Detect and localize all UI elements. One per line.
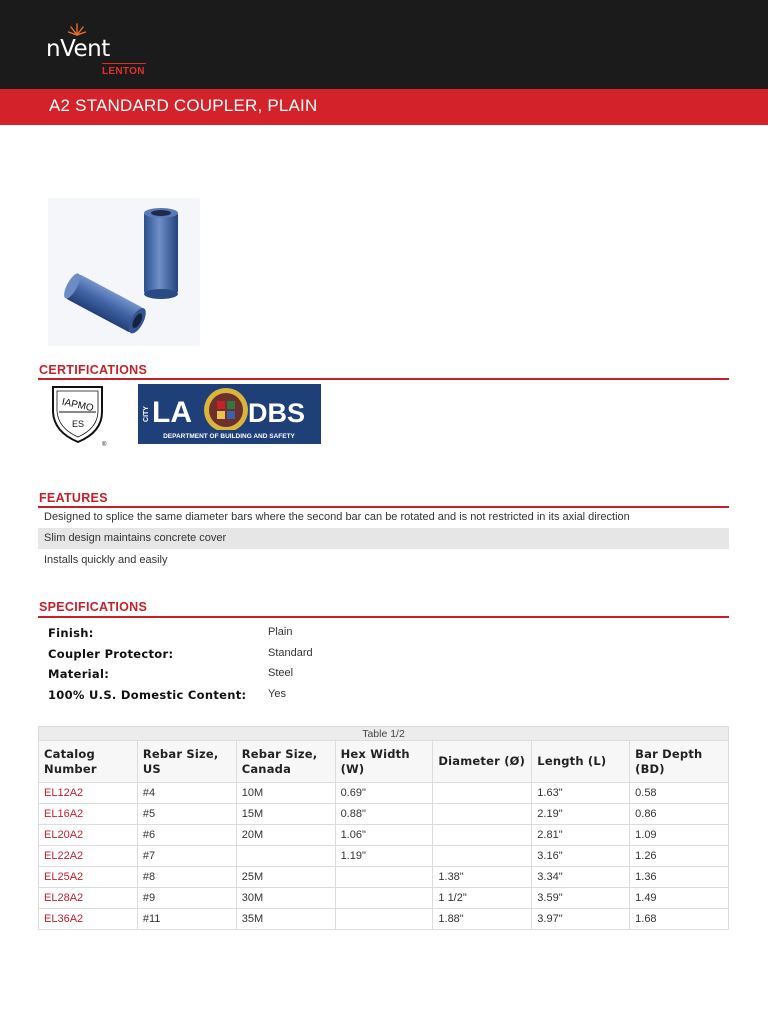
table-cell: 2.81" — [532, 825, 630, 846]
table-cell: 10M — [236, 783, 335, 804]
table-cell: 35M — [236, 909, 335, 930]
table-cell: 1.06" — [335, 825, 433, 846]
svg-text:DBS: DBS — [248, 398, 306, 428]
table-cell: 3.34" — [532, 867, 630, 888]
table-cell: 0.86 — [630, 804, 729, 825]
title-bar — [0, 89, 768, 125]
feature-text: Designed to splice the same diameter bars where the second bar can be rotated and is not restricted in its axial direction — [44, 511, 630, 523]
catalog-number-link[interactable]: EL28A2 — [39, 888, 138, 909]
catalog-number-link[interactable]: EL25A2 — [39, 867, 138, 888]
svg-text:®: ® — [102, 442, 107, 448]
table-cell: 15M — [236, 804, 335, 825]
table-cell: 1.63" — [532, 783, 630, 804]
table-cell: 1.36 — [630, 867, 729, 888]
table-cell: #6 — [137, 825, 236, 846]
table-cell: 0.58 — [630, 783, 729, 804]
table-cell: 2.19" — [532, 804, 630, 825]
sub-brand: LENTON — [102, 66, 145, 77]
catalog-number-link[interactable]: EL20A2 — [39, 825, 138, 846]
catalog-number-link[interactable]: EL22A2 — [39, 846, 138, 867]
table-row — [39, 804, 729, 825]
feature-item — [38, 550, 729, 571]
catalog-number-link[interactable]: EL16A2 — [39, 804, 138, 825]
column-header: Catalog Number — [39, 741, 138, 783]
table-cell — [335, 867, 433, 888]
table-row — [39, 825, 729, 846]
column-header: Hex Width (W) — [335, 741, 433, 783]
table-cell: 3.97" — [532, 909, 630, 930]
table-cell — [433, 804, 532, 825]
header-bar — [0, 0, 768, 89]
table-cell — [236, 846, 335, 867]
specifications-heading: SPECIFICATIONS — [39, 600, 148, 614]
spec-label: 100% U.S. Domestic Content: — [48, 688, 247, 702]
feature-text: Installs quickly and easily — [44, 554, 168, 566]
table-cell: 1.09 — [630, 825, 729, 846]
sunburst-icon — [68, 22, 86, 36]
svg-text:IAPMO: IAPMO — [60, 396, 95, 415]
specifications-rule — [38, 616, 729, 618]
nvent-logo[interactable] — [46, 22, 156, 78]
feature-item — [38, 528, 729, 549]
table-cell: 0.69" — [335, 783, 433, 804]
table-row — [39, 783, 729, 804]
ladbs-logo — [138, 384, 321, 444]
table-cell — [433, 846, 532, 867]
table-cell: 30M — [236, 888, 335, 909]
table-cell: 0.88" — [335, 804, 433, 825]
table-cell — [433, 783, 532, 804]
column-header: Bar Depth (BD) — [630, 741, 729, 783]
features-heading: FEATURES — [39, 491, 108, 505]
table-cell: 1 1/2" — [433, 888, 532, 909]
table-cell: 1.26 — [630, 846, 729, 867]
product-table — [38, 726, 729, 930]
table-row — [39, 846, 729, 867]
table-cell — [335, 909, 433, 930]
product-image — [48, 198, 200, 346]
column-header: Rebar Size, US — [137, 741, 236, 783]
spec-value: Plain — [268, 626, 293, 638]
table-cell: #5 — [137, 804, 236, 825]
page-title: A2 STANDARD COUPLER, PLAIN — [49, 96, 318, 115]
logo-divider — [102, 63, 146, 64]
table-cell — [433, 825, 532, 846]
certifications-rule — [38, 378, 729, 380]
column-header: Rebar Size, Canada — [236, 741, 335, 783]
spec-label: Material: — [48, 667, 110, 681]
table-cell: 1.88" — [433, 909, 532, 930]
svg-text:ES: ES — [71, 419, 85, 429]
table-cell: 1.38" — [433, 867, 532, 888]
certifications-heading: CERTIFICATIONS — [39, 363, 148, 377]
table-cell: 3.59" — [532, 888, 630, 909]
table-cell — [335, 888, 433, 909]
spec-value: Standard — [268, 647, 313, 659]
spec-label: Coupler Protector: — [48, 647, 174, 661]
table-caption: Table 1/2 — [39, 727, 729, 741]
feature-text: Slim design maintains concrete cover — [44, 532, 227, 544]
spec-label: Finish: — [48, 626, 94, 640]
svg-text:LA: LA — [152, 396, 192, 429]
table-cell: 25M — [236, 867, 335, 888]
table-row — [39, 909, 729, 930]
table-cell: #11 — [137, 909, 236, 930]
spec-value: Steel — [268, 667, 294, 679]
table-cell: 20M — [236, 825, 335, 846]
table-header-row — [39, 741, 729, 783]
table-cell: #9 — [137, 888, 236, 909]
svg-text:CITY: CITY — [143, 406, 150, 422]
table-row — [39, 888, 729, 909]
table-cell: #4 — [137, 783, 236, 804]
table-cell: 1.49 — [630, 888, 729, 909]
feature-item — [38, 507, 729, 528]
column-header: Diameter (Ø) — [433, 741, 532, 783]
svg-text:DEPARTMENT OF BUILDING AND SAF: DEPARTMENT OF BUILDING AND SAFETY — [163, 433, 295, 440]
table-cell: 1.68 — [630, 909, 729, 930]
column-header: Length (L) — [532, 741, 630, 783]
catalog-number-link[interactable]: EL12A2 — [39, 783, 138, 804]
table-cell: 1.19" — [335, 846, 433, 867]
table-row — [39, 867, 729, 888]
table-cell: #7 — [137, 846, 236, 867]
table-cell: 3.16" — [532, 846, 630, 867]
iapmo-es-logo — [50, 384, 108, 448]
table-cell: #8 — [137, 867, 236, 888]
catalog-number-link[interactable]: EL36A2 — [39, 909, 138, 930]
spec-value: Yes — [268, 688, 286, 700]
brand-name: nVent — [46, 36, 110, 62]
